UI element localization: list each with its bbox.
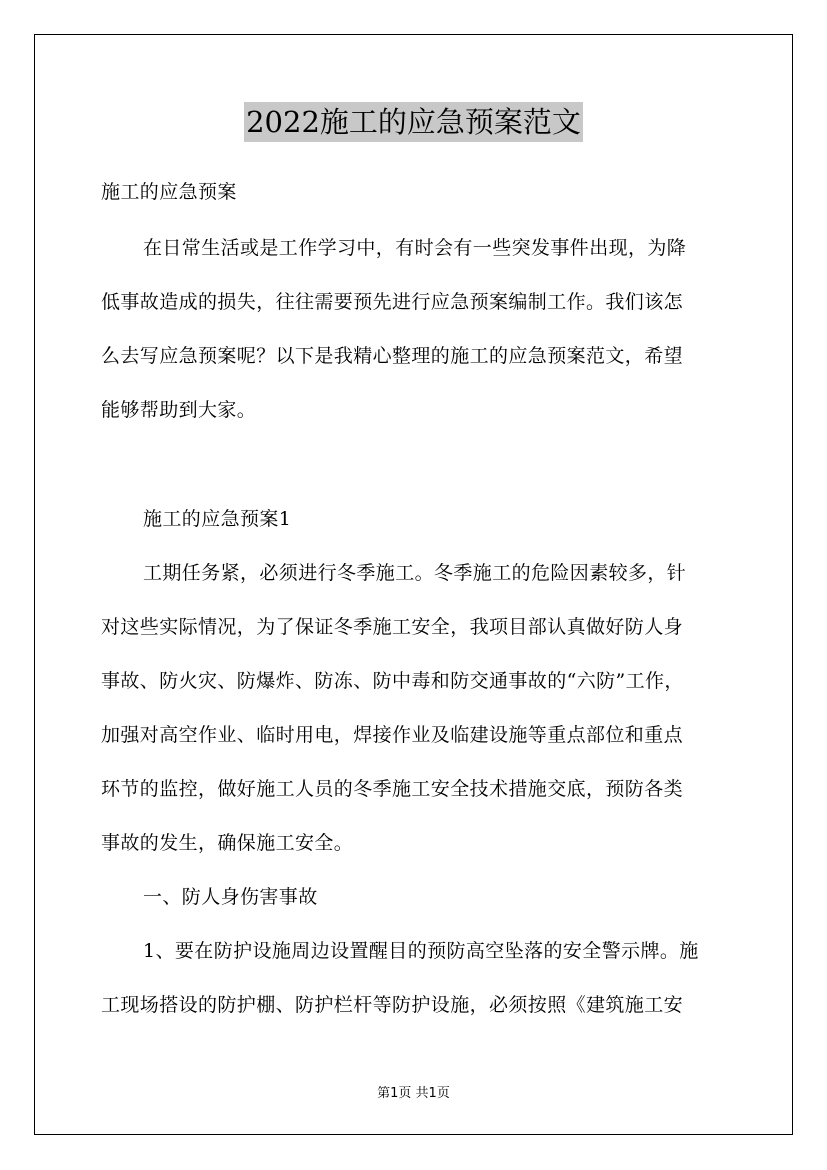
subsection-heading-text: 一、防人身伤害事故 (143, 886, 318, 908)
item-paragraph (101, 924, 731, 1032)
body-line: 事故、防火灾、防爆炸、防冻、防中毒和防交通事故的“六防”工作， (101, 670, 684, 692)
intro-line: 么去写应急预案呢？以下是我精心整理的施工的应急预案范文，希望 (101, 345, 684, 367)
subheading-text: 施工的应急预案 (101, 181, 237, 203)
body-line: 事故的发生，确保施工安全。 (101, 832, 354, 854)
body-line: 环节的监控，做好施工人员的冬季施工安全技术措施交底，预防各类 (101, 778, 684, 800)
body-line: 对这些实际情况，为了保证冬季施工安全，我项目部认真做好防人身 (101, 616, 684, 638)
intro-line: 低事故造成的损失，往往需要预先进行应急预案编制工作。我们该怎 (101, 291, 684, 313)
subsection-heading (101, 870, 731, 924)
intro-paragraph (101, 221, 731, 437)
body-line: 加强对高空作业、临时用电，焊接作业及临建设施等重点部位和重点 (101, 724, 684, 746)
document-title: 2022施工的应急预案范文 (244, 102, 583, 142)
page-number: 第1页 共1页 (377, 1086, 450, 1101)
section-heading-text: 施工的应急预案1 (143, 508, 292, 530)
title-container (0, 102, 827, 142)
page-footer (0, 1082, 827, 1101)
intro-line: 能够帮助到大家。 (101, 399, 257, 421)
subheading (101, 165, 731, 219)
body-line: 工期任务紧，必须进行冬季施工。冬季施工的危险因素较多，针 (143, 562, 687, 584)
item-line: 1、要在防护设施周边设置醒目的预防高空坠落的安全警示牌。施 (143, 940, 699, 962)
section-heading (101, 492, 731, 546)
item-line: 工现场搭设的防护棚、防护栏杆等防护设施，必须按照《建筑施工安 (101, 994, 684, 1016)
intro-line: 在日常生活或是工作学习中，有时会有一些突发事件出现，为降 (143, 237, 687, 259)
body-paragraph (101, 546, 731, 870)
